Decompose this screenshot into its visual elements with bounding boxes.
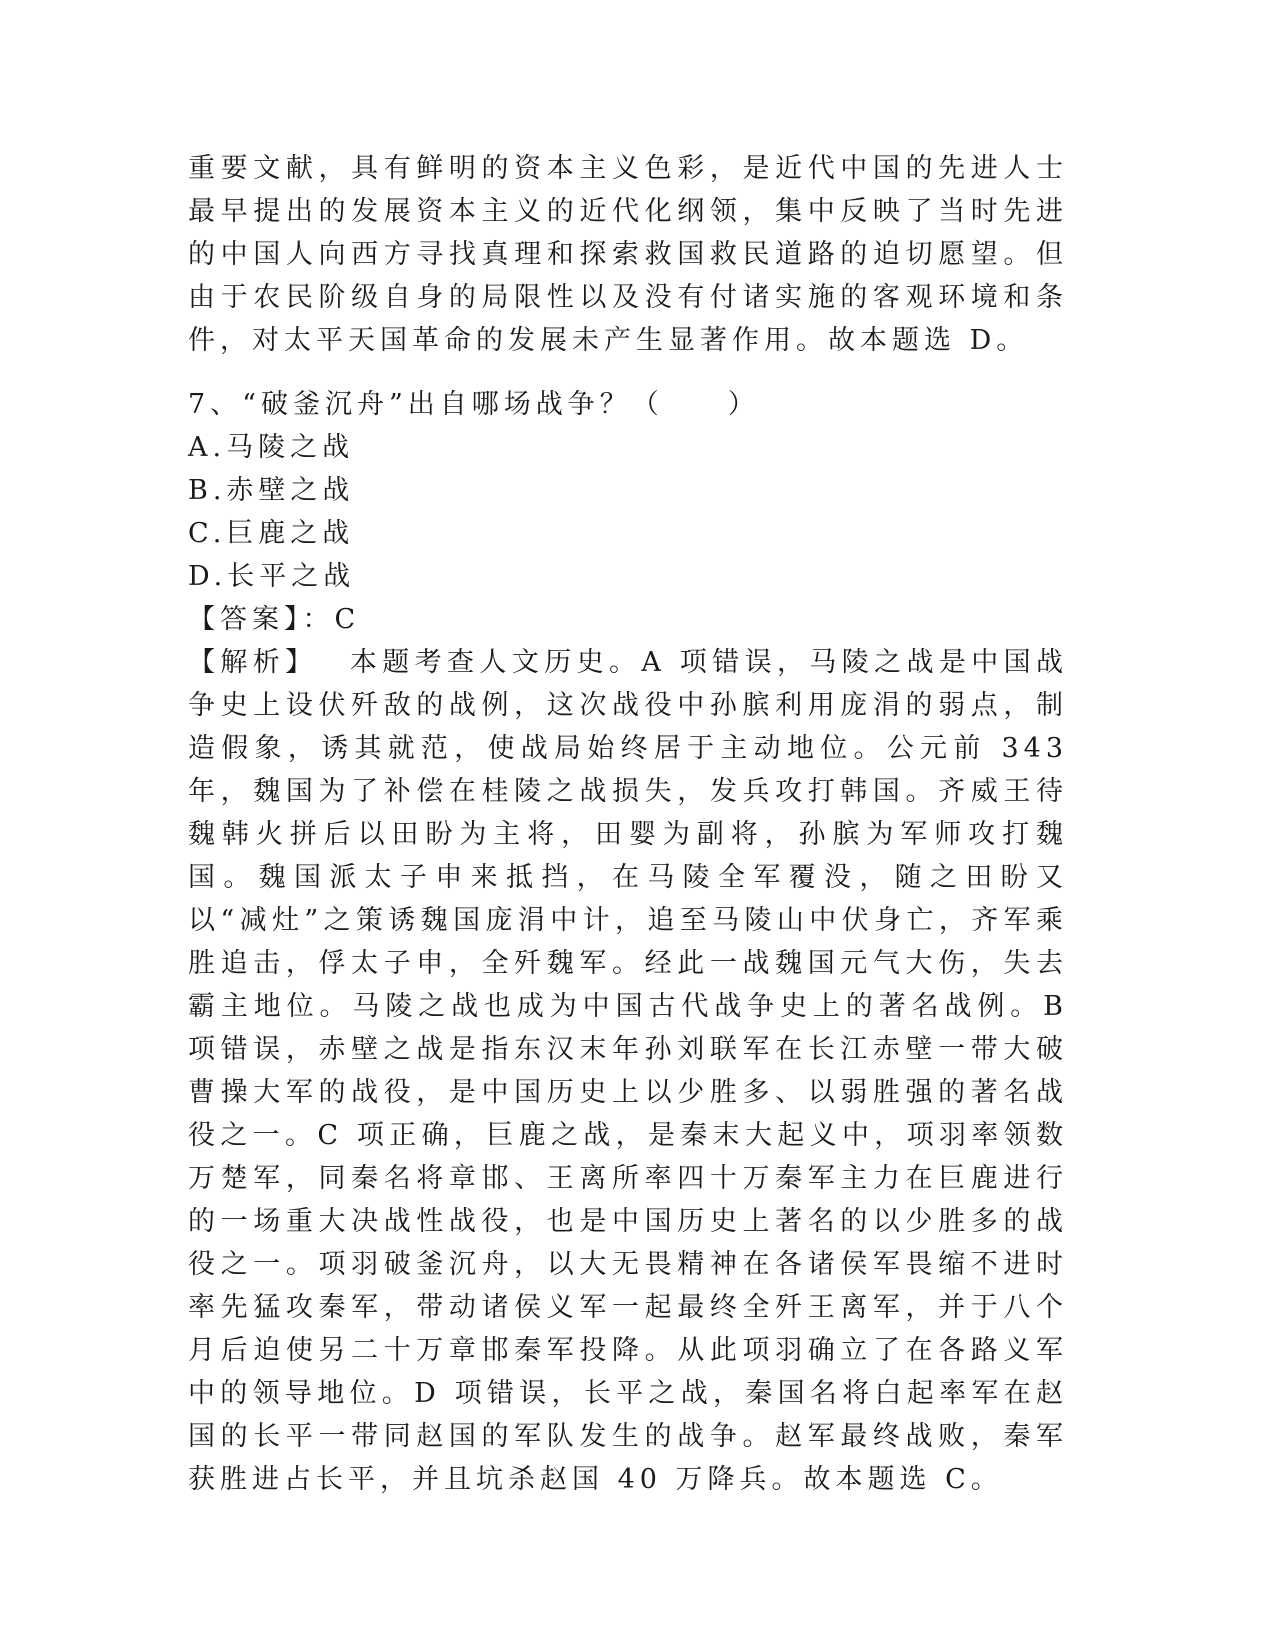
option-a: A.马陵之战 <box>188 432 355 463</box>
intro-paragraph: 重要文献，具有鲜明的资本主义色彩，是近代中国的先进人士最早提出的发展资本主义的近代化纲领，集中反映了当时先进的中国人向西方寻找真理和探索救国救民道路的迫切愿望。但由于农民阶级自身的局限性以及没有付诸实施的客观环境和条件，对太平天国革命的发展未产生显著作用。故本题选 D。 <box>188 153 1068 356</box>
analysis-text: 本题考查人文历史。A 项错误，马陵之战是中国战争史上设伏歼敌的战例，这次战役中孙膑利用庞涓的弱点，制造假象，诱其就范，使战局始终居于主动地位。公元前 343 年，魏国为了补偿在桂陵之战损失，发兵攻打韩国。齐威王待魏韩火拼后以田盼为主将，田婴为副将，孙膑为军师攻打魏国。魏国派太子申来抵挡，在马陵全军覆没，随之田盼又以“减灶”之策诱魏国庞涓中计，追至马陵山中伏身亡，齐军乘胜追击，俘太子申，全歼魏军。经此一战魏国元气大伤，失去霸主地位。马陵之战也成为中国古代战争史上的著名战例。B 项错误，赤壁之战是指东汉末年孙刘联军在长江赤壁一带大破曹操大军的战役，是中国历史上以少胜多、以弱胜强的著名战役之一。C 项正确，巨鹿之战，是秦末大起义中，项羽率领数万楚军，同秦名将章邯、王离所率四十万秦军主力在巨鹿进行的一场重大决战性战役，也是中国历史上著名的以少胜多的战役之一。项羽破釜沉舟，以大无畏精神在各诸侯军畏缩不进时率先猛攻秦军，带动诸侯义军一起最终全歼王离军，并于八个月后迫使另二十万章邯秦军投降。从此项羽确立了在各路义军中的领导地位。D 项错误，长平之战，秦国名将白起率军在赵国的长平一带同赵国的军队发生的战争。赵军最终战败，秦军获胜进占长平，并且坑杀赵国 40 万降兵。故本题选 C。 <box>188 647 1068 1495</box>
question-stem: 7、“破釜沉舟”出自哪场战争？（ ） <box>188 389 760 420</box>
analysis-paragraph <box>188 641 1068 1501</box>
option-c: C.巨鹿之战 <box>188 518 355 549</box>
answer-label: 【答案】：C <box>188 604 361 635</box>
option-d: D.长平之战 <box>188 561 356 592</box>
analysis-tag: 【解析】 <box>188 647 318 678</box>
option-b: B.赤壁之战 <box>188 475 355 506</box>
